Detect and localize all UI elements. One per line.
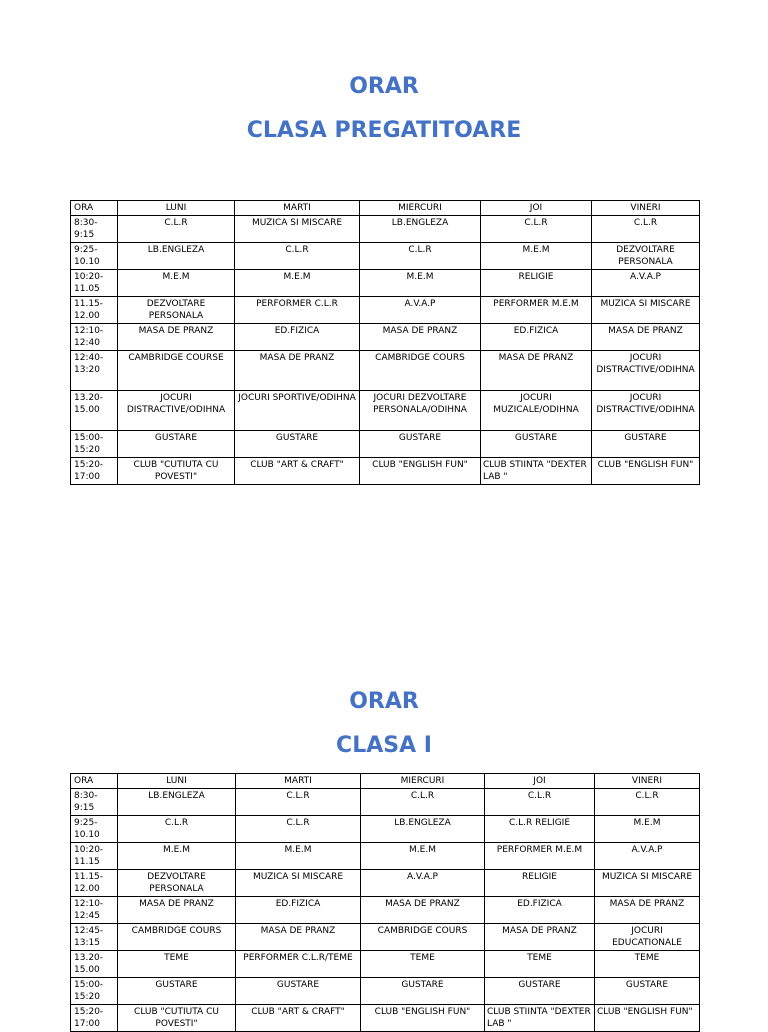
table-row <box>71 951 700 978</box>
table-cell: MASA DE PRANZ <box>592 324 700 351</box>
time-cell: 15:20- 17:00 <box>71 1005 118 1032</box>
time-cell: 9:25- 10.10 <box>71 816 118 843</box>
header-row <box>71 201 700 216</box>
section-2-subtitle: CLASA I <box>336 733 432 758</box>
table-cell: CAMBRIDGE COURSE <box>118 351 235 391</box>
time-cell: 12:45- 13:15 <box>71 924 118 951</box>
table-row <box>71 816 700 843</box>
table-cell: PERFORMER C.L.R/TEME <box>236 951 361 978</box>
section-2-title: ORAR <box>349 689 419 714</box>
table-cell: TEME <box>595 951 700 978</box>
time-cell: 15:20- 17:00 <box>71 458 118 485</box>
table-cell: ED.FIZICA <box>481 324 592 351</box>
table-cell: GUSTARE <box>481 431 592 458</box>
time-cell: 10:20- 11.05 <box>71 270 118 297</box>
time-cell: 11.15- 12.00 <box>71 870 118 897</box>
table-cell: M.E.M <box>361 843 485 870</box>
table-row <box>71 924 700 951</box>
time-cell: 11.15- 12.00 <box>71 297 118 324</box>
table-cell: M.E.M <box>481 243 592 270</box>
table-row <box>71 391 700 431</box>
column-header: VINERI <box>592 201 700 216</box>
table-cell: A.V.A.P <box>361 870 485 897</box>
table-cell: PERFORMER M.E.M <box>485 843 595 870</box>
table-cell: GUSTARE <box>235 431 360 458</box>
column-header: ORA <box>71 774 118 789</box>
table-cell: MASA DE PRANZ <box>481 351 592 391</box>
table-cell: C.L.R <box>485 789 595 816</box>
table-row <box>71 351 700 391</box>
table-row <box>71 789 700 816</box>
column-header: MIERCURI <box>360 201 481 216</box>
table-cell: MASA DE PRANZ <box>485 924 595 951</box>
table-cell: JOCURI MUZICALE/ODIHNA <box>481 391 592 431</box>
table-cell: TEME <box>361 951 485 978</box>
table-cell: DEZVOLTARE PERSONALA <box>592 243 700 270</box>
table-cell: JOCURI DISTRACTIVE/ODIHNA <box>592 351 700 391</box>
table-cell: LB.ENGLEZA <box>361 816 485 843</box>
time-cell: 12:40- 13:20 <box>71 351 118 391</box>
table-cell: GUSTARE <box>595 978 700 1005</box>
table-cell: JOCURI DISTRACTIVE/ODIHNA <box>592 391 700 431</box>
table-cell: TEME <box>485 951 595 978</box>
section-1-title: ORAR <box>349 74 419 99</box>
table-cell: RELIGIE <box>485 870 595 897</box>
table-cell: MASA DE PRANZ <box>118 897 236 924</box>
table-cell: MUZICA SI MISCARE <box>236 870 361 897</box>
table-cell: CAMBRIDGE COURS <box>118 924 236 951</box>
table-cell: C.L.R <box>361 789 485 816</box>
table-cell: CLUB STIINTA "DEXTER LAB " <box>481 458 592 485</box>
table-cell: MUZICA SI MISCARE <box>592 297 700 324</box>
table-cell: GUSTARE <box>485 978 595 1005</box>
table-row <box>71 243 700 270</box>
table-row <box>71 897 700 924</box>
table-cell: A.V.A.P <box>592 270 700 297</box>
table-cell: C.L.R <box>592 216 700 243</box>
table-cell: GUSTARE <box>360 431 481 458</box>
table-row <box>71 458 700 485</box>
table-cell: ED.FIZICA <box>236 897 361 924</box>
table-cell: CLUB "ART & CRAFT" <box>235 458 360 485</box>
table-cell: GUSTARE <box>236 978 361 1005</box>
time-cell: 8:30- 9:15 <box>71 789 118 816</box>
table-cell: C.L.R <box>481 216 592 243</box>
table-cell: CLUB "ENGLISH FUN" <box>592 458 700 485</box>
table-cell: C.L.R <box>235 243 360 270</box>
table-cell: MUZICA SI MISCARE <box>235 216 360 243</box>
column-header: MIERCURI <box>361 774 485 789</box>
table-cell: CLUB "CUTIUTA CU POVESTI" <box>118 1005 236 1032</box>
table-cell: CAMBRIDGE COURS <box>360 351 481 391</box>
section-1-subtitle: CLASA PREGATITOARE <box>246 118 522 143</box>
table-cell: MASA DE PRANZ <box>236 924 361 951</box>
table-row <box>71 324 700 351</box>
time-cell: 13.20- 15.00 <box>71 391 118 431</box>
table-cell: PERFORMER C.L.R <box>235 297 360 324</box>
table-cell: M.E.M <box>595 816 700 843</box>
column-header: LUNI <box>118 774 236 789</box>
table-cell: ED.FIZICA <box>235 324 360 351</box>
table-cell: M.E.M <box>360 270 481 297</box>
column-header: MARTI <box>236 774 361 789</box>
schedule-body <box>71 774 700 1032</box>
table-cell: GUSTARE <box>361 978 485 1005</box>
table-cell: A.V.A.P <box>360 297 481 324</box>
time-cell: 9:25- 10.10 <box>71 243 118 270</box>
table-cell: GUSTARE <box>118 978 236 1005</box>
table-cell: C.L.R <box>118 216 235 243</box>
table-cell: M.E.M <box>235 270 360 297</box>
table-row <box>71 216 700 243</box>
table-cell: MASA DE PRANZ <box>360 324 481 351</box>
column-header: JOI <box>481 201 592 216</box>
table-row <box>71 978 700 1005</box>
table-cell: CLUB "ART & CRAFT" <box>236 1005 361 1032</box>
table-cell: C.L.R <box>595 789 700 816</box>
table-cell: CLUB "CUTIUTA CU POVESTI" <box>118 458 235 485</box>
table-cell: MASA DE PRANZ <box>118 324 235 351</box>
table-cell: CLUB "ENGLISH FUN" <box>595 1005 700 1032</box>
time-cell: 8:30- 9:15 <box>71 216 118 243</box>
table-cell: CLUB "ENGLISH FUN" <box>360 458 481 485</box>
table-cell: CLUB "ENGLISH FUN" <box>361 1005 485 1032</box>
column-header: LUNI <box>118 201 235 216</box>
table-cell: LB.ENGLEZA <box>360 216 481 243</box>
table-cell: CLUB STIINTA "DEXTER LAB " <box>485 1005 595 1032</box>
table-cell: MASA DE PRANZ <box>235 351 360 391</box>
table-cell: C.L.R <box>236 816 361 843</box>
column-header: ORA <box>71 201 118 216</box>
time-cell: 10:20- 11.15 <box>71 843 118 870</box>
table-cell: DEZVOLTARE PERSONALA <box>118 870 236 897</box>
table-cell: C.L.R <box>118 816 236 843</box>
table-cell: C.L.R <box>236 789 361 816</box>
table-cell: MUZICA SI MISCARE <box>595 870 700 897</box>
table-cell: JOCURI EDUCATIONALE <box>595 924 700 951</box>
schedule-body <box>71 201 700 485</box>
table-cell: JOCURI SPORTIVE/ODIHNA <box>235 391 360 431</box>
column-header: VINERI <box>595 774 700 789</box>
table-cell: C.L.R RELIGIE <box>485 816 595 843</box>
table-row <box>71 270 700 297</box>
table-cell: CAMBRIDGE COURS <box>361 924 485 951</box>
table-row <box>71 843 700 870</box>
table-row <box>71 431 700 458</box>
time-cell: 12:10- 12:45 <box>71 897 118 924</box>
table-cell: TEME <box>118 951 236 978</box>
table-cell: MASA DE PRANZ <box>595 897 700 924</box>
table-row <box>71 870 700 897</box>
table-cell: GUSTARE <box>118 431 235 458</box>
table-cell: LB.ENGLEZA <box>118 243 235 270</box>
header-row <box>71 774 700 789</box>
table-cell: DEZVOLTARE PERSONALA <box>118 297 235 324</box>
schedule-table-2 <box>70 773 700 1032</box>
table-cell: RELIGIE <box>481 270 592 297</box>
table-row <box>71 1005 700 1032</box>
column-header: MARTI <box>235 201 360 216</box>
table-cell: ED.FIZICA <box>485 897 595 924</box>
time-cell: 15:00- 15:20 <box>71 431 118 458</box>
table-cell: A.V.A.P <box>595 843 700 870</box>
time-cell: 13.20- 15.00 <box>71 951 118 978</box>
table-cell: JOCURI DISTRACTIVE/ODIHNA <box>118 391 235 431</box>
table-cell: LB.ENGLEZA <box>118 789 236 816</box>
table-cell: M.E.M <box>236 843 361 870</box>
column-header: JOI <box>485 774 595 789</box>
table-cell: M.E.M <box>118 843 236 870</box>
schedule-table-1 <box>70 200 700 485</box>
table-cell: PERFORMER M.E.M <box>481 297 592 324</box>
table-cell: GUSTARE <box>592 431 700 458</box>
table-cell: C.L.R <box>360 243 481 270</box>
table-cell: M.E.M <box>118 270 235 297</box>
table-cell: JOCURI DEZVOLTARE PERSONALA/ODIHNA <box>360 391 481 431</box>
time-cell: 15:00- 15:20 <box>71 978 118 1005</box>
table-cell: MASA DE PRANZ <box>361 897 485 924</box>
time-cell: 12:10- 12:40 <box>71 324 118 351</box>
table-row <box>71 297 700 324</box>
